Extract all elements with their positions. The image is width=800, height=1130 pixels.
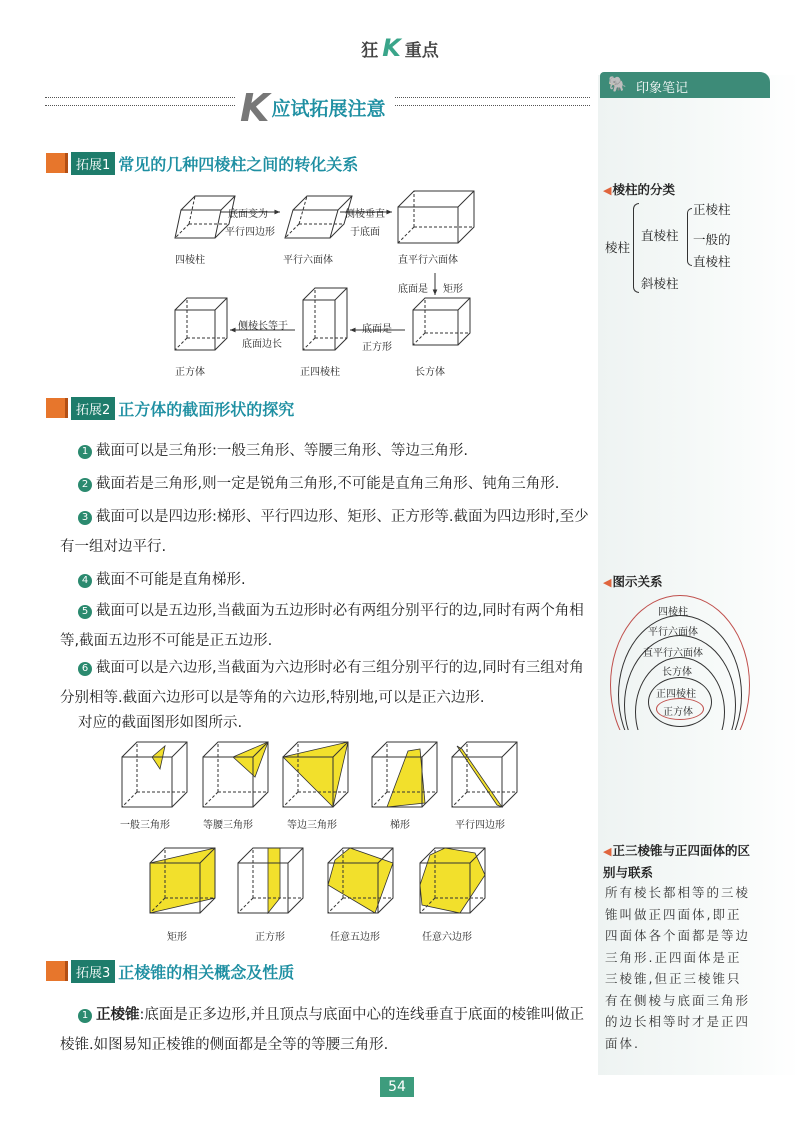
figure-label: 梯形 — [390, 820, 410, 831]
arrow-label: 底面是 — [362, 324, 392, 335]
shape-label: 正四棱柱 — [300, 367, 340, 378]
arrow-label: 正方形 — [362, 342, 392, 353]
ext2-header — [46, 397, 294, 419]
item-text: :底面是正多边形,并且顶点与底面中心的连线垂直于底面的棱锥叫做正棱锥.如图易知正棱锥的侧面都是全等的等腰三角形. — [60, 1007, 584, 1053]
item-text: 截面不可能是直角梯形. — [96, 572, 246, 588]
item-2 — [60, 469, 595, 499]
figure-label: 任意六边形 — [422, 932, 472, 943]
figure-label: 等腰三角形 — [203, 820, 253, 831]
shape-label: 正方体 — [175, 367, 205, 378]
arrow-label: 侧棱长等于 — [238, 321, 288, 332]
number-badge: 4 — [78, 574, 92, 588]
term: 正棱锥 — [96, 1007, 140, 1023]
section-title-text: 应试拓展注意 — [271, 98, 386, 120]
number-badge: 1 — [78, 1009, 92, 1023]
arrow-label: 底面变为 — [228, 209, 268, 220]
shape-label: 直平行六面体 — [398, 255, 458, 266]
arrow-label: 矩形 — [443, 284, 463, 295]
tree-node: 棱柱 — [605, 240, 631, 255]
note-tab — [600, 72, 770, 98]
ring-label: 平行六面体 — [648, 627, 698, 638]
figure-label: 任意五边形 — [330, 932, 380, 943]
arrow-label: 平行四边形 — [225, 227, 275, 238]
item-text: 截面可以是五边形,当截面为五边形时必有两组分别平行的边,同时有两个角相等,截面五边形不可能是正五边形. — [60, 603, 584, 649]
ext-title: 正方体的截面形状的探究 — [118, 399, 295, 419]
item-1 — [60, 436, 595, 466]
ring-label: 正四棱柱 — [656, 689, 696, 700]
shape-label: 平行六面体 — [283, 255, 333, 266]
header-right: 重点 — [404, 41, 439, 61]
elephant-icon: 🐘 — [608, 75, 627, 93]
nested-ellipse-diagram — [610, 595, 750, 730]
note-tab-label: 印象笔记 — [636, 81, 689, 96]
ext3-header — [46, 960, 294, 982]
ring-label: 直平行六面体 — [643, 648, 703, 659]
prism-diagram-labels — [160, 185, 480, 380]
item-text: 截面可以是四边形:梯形、平行四边形、矩形、正方形等.截面为四边形时,至少有一组对边平行. — [60, 509, 589, 555]
arrow-label: 侧棱垂直 — [345, 209, 385, 220]
page-number: 54 — [380, 1077, 414, 1097]
tree-node: 直棱柱 — [693, 254, 731, 269]
number-badge: 1 — [78, 445, 92, 459]
arrow-label: 底面边长 — [242, 339, 282, 350]
number-badge: 5 — [78, 605, 92, 619]
divider — [395, 97, 590, 106]
ext-tag: 拓展3 — [71, 960, 115, 983]
divider — [45, 97, 235, 106]
book-icon — [46, 398, 68, 418]
ext-tag: 拓展1 — [71, 152, 115, 175]
ext1-header — [46, 152, 358, 174]
header-left: 狂 — [361, 41, 379, 61]
ring-label: 正方体 — [663, 707, 693, 718]
diagram-heading: ◀ 图示关系 — [603, 572, 662, 590]
number-badge: 2 — [78, 478, 92, 492]
tree-node: 斜棱柱 — [641, 276, 679, 291]
tree-node: 一般的 — [693, 232, 731, 247]
arrow-label: 底面是 — [398, 284, 428, 295]
item-5 — [60, 596, 595, 656]
shape-label: 四棱柱 — [175, 255, 205, 266]
item-text: 截面可以是三角形:一般三角形、等腰三角形、等边三角形. — [96, 443, 468, 459]
ext3-item-1 — [60, 1000, 595, 1060]
figure-label: 一般三角形 — [120, 820, 170, 831]
item-6 — [60, 653, 595, 713]
figure-label: 等边三角形 — [287, 820, 337, 831]
cross-section-labels — [100, 735, 530, 945]
section-title — [240, 86, 385, 130]
item-3 — [60, 502, 595, 562]
ring-label: 长方体 — [662, 667, 692, 678]
shape-label: 长方体 — [415, 367, 445, 378]
note-body: 所有棱长都相等的三棱锥叫做正四面体,即正四面体各个面都是等边三角形.正四面体是正三棱锥,但正三棱锥只有在侧棱与底面三角形的边长相等时才是正四面体. — [605, 885, 751, 1051]
note-heading: ◀ 正三棱锥与正四面体的区别与联系 — [603, 840, 753, 883]
item-4 — [60, 565, 595, 595]
brace-icon — [687, 208, 692, 266]
ext-title: 正棱锥的相关概念及性质 — [118, 962, 295, 982]
ring-label: 四棱柱 — [658, 607, 688, 618]
header-k-logo: K — [382, 34, 401, 62]
item-text: 截面若是三角形,则一定是锐角三角形,不可能是直角三角形、钝角三角形. — [96, 476, 560, 492]
number-badge: 3 — [78, 511, 92, 525]
figure-label: 矩形 — [167, 932, 187, 943]
figure-label: 平行四边形 — [455, 820, 505, 831]
ext-tag: 拓展2 — [71, 397, 115, 420]
classification-tree — [603, 200, 793, 300]
item-text: 截面可以是六边形,当截面为六边形时必有三组分别平行的边,同时有三组对角分别相等.截面六边形可以是等角的六边形,特别地,可以是正六边形. — [60, 660, 584, 706]
brace-icon — [633, 203, 639, 293]
number-badge: 6 — [78, 662, 92, 676]
k-logo: K — [240, 86, 270, 130]
figure-label: 正方形 — [255, 932, 285, 943]
classification-heading: ◀ 棱柱的分类 — [603, 180, 675, 198]
book-icon — [46, 153, 68, 173]
book-icon — [46, 961, 68, 981]
figure-caption: 对应的截面图形如图所示. — [78, 715, 243, 731]
tree-node: 直棱柱 — [641, 228, 679, 243]
ext-title: 常见的几种四棱柱之间的转化关系 — [118, 154, 359, 174]
arrow-label: 于底面 — [350, 227, 380, 238]
tree-node: 正棱柱 — [693, 202, 731, 217]
running-header — [0, 34, 800, 62]
